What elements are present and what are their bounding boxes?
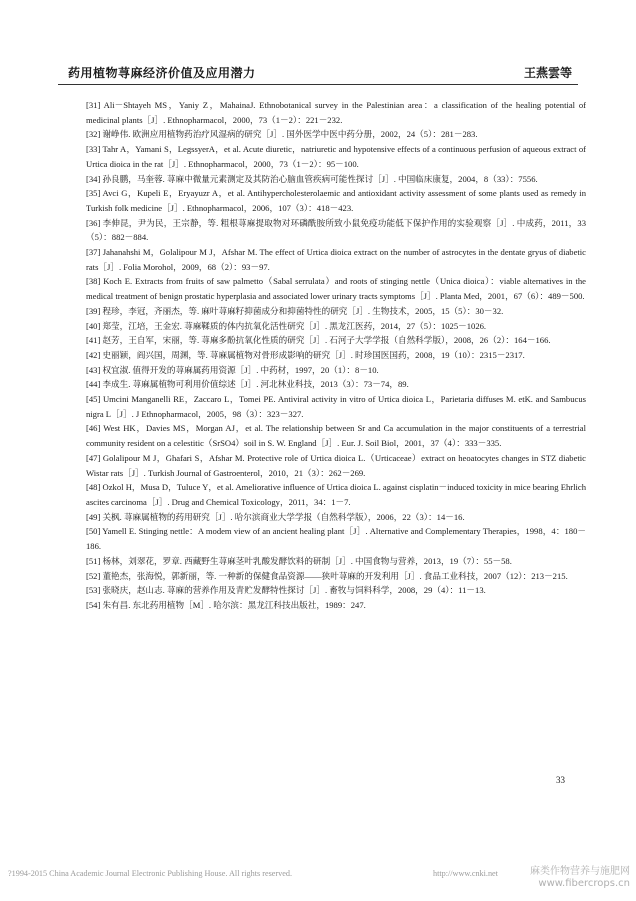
reference-item: [47] Golalipour M J，Ghafari S，Afshar M. Protective role of Urtica dioica L.（Urticaceae）extract on heoatocytes changes in STZ diabetic Wistar rats［J］. Turkish Journal of Gastroenterol，2010，21（3）：262－269. — [86, 452, 586, 478]
watermark-title: 麻类作物营养与施肥网 — [530, 866, 630, 877]
reference-item: [34] 孙良鹏，马奎蓉. 荨麻中微量元素测定及其防治心脑血管疾病可能性探讨［J］. 中国临床康复，2004，8（33）：7556. — [86, 173, 538, 184]
reference-item: [39] 程珍，李冠，齐丽杰，等. 麻叶荨麻籽抑菌成分和抑菌特性的研究［J］. 生物技术，2005，15（5）：30－32. — [86, 305, 504, 316]
footer-link[interactable]: http://www.cnki.net — [433, 869, 498, 878]
watermark-url: www.fibercrops.cn — [538, 878, 630, 889]
reference-item: [48] Ozkol H，Musa D，Tuluce Y，et al. Ameliorative influence of Urtica dioica L. against cisplatin－induced toxicity in mice bearing Ehrlich ascites carcinoma［J］. Drug and Chemical Toxicology，2011，34：1－7. — [86, 482, 586, 507]
running-header — [58, 62, 578, 85]
reference-item: [42] 史丽颖，阎兴国，周渊，等. 荨麻属植物对骨形成影响的研究［J］. 时珍国医国药，2008，19（10）：2315－2317. — [86, 349, 525, 360]
reference-item: [46] West HK，Davies MS，Morgan AJ，et al. The relationship between Sr and Ca accumulation in the major constituents of a terrestrial community resident on a celestitic（SrSO4）soil in S. W. England［J］. Eur. J. Soil Biol，2001，37（4）：333－335. — [86, 423, 586, 449]
reference-item: [49] 关枫. 荨麻属植物的药用研究［J］. 哈尔滨商业大学学报（自然科学版），2006，22（3）：14－16. — [86, 511, 465, 522]
reference-item: [37] Jahanahshi M，Golalipour M J，Afshar M. The effect of Urtica dioica extract on the number of astrocytes in the dentate gryus of diabetic rats［J］. Folia Morohol，2009，68（2）：93－97. — [86, 247, 586, 272]
reference-item: [38] Koch E. Extracts from fruits of saw palmetto（Sabal serrulata）and roots of stinging nettle（Unica dioica）：viable alternatives in the medical treatment of benign prostatic hyperplasia and associated lower urinary tracts symptoms［J］. Planta Med，2001，67（6）：489－500. — [86, 276, 586, 302]
reference-item: [33] Tahr A，Yamani S，LegssyerA，et al. Acute diuretic，natriuretic and hypotensive effects of a continuous perfusion of aqueous extract of Urtica dioica in the rat［J］. Ethnopharmacol，2000，73（1－2）：95－100. — [86, 144, 586, 169]
reference-item: [52] 董艳杰，张海悦，郭新丽，等. 一种新的保健食品资源——狭叶荨麻的开发利用［J］. 食品工业科技，2007（12）：213－215. — [86, 570, 568, 581]
reference-item: [54] 朱有昌. 东北药用植物［M］. 哈尔滨：黑龙江科技出版社，1989：247. — [86, 599, 366, 610]
reference-item: [41] 赵芳，王自军，宋丽，等. 荨麻多酚抗氧化性质的研究［J］. 石河子大学学报（自然科学版），2008，26（2）：164－166. — [86, 335, 551, 346]
reference-list — [86, 98, 586, 613]
reference-item: [35] Avci G，Kupeli E，Eryayuzr A，et al. Antihypercholesterolaemic and antioxidant activity assessment of some plants used as remedy in Turkish folk medicine［J］. Ethnopharmacol，2006，107（3）：418－423. — [86, 188, 586, 213]
reference-item: [45] Umcini Manganelli RE，Zaccaro L，Tomei PE. Antiviral activity in vitro of Urtica dioica L，Parietaria diffuses M. etK. and Sambucus nigra L［J］. J Ethnopharmacol，2005，98（3）：323－327. — [86, 394, 586, 419]
reference-item: [43] 权宜淑. 值得开发的荨麻属药用资源［J］. 中药材，1997，20（1）：8－10. — [86, 364, 379, 375]
copyright-notice: ?1994-2015 China Academic Journal Electronic Publishing House. All rights reserved. — [8, 869, 293, 878]
reference-item: [44] 李成生. 荨麻属植物可利用价值综述［J］. 河北林业科技，2013（3）：73－74，89. — [86, 379, 409, 390]
reference-item: [50] Yamell E. Stinging nettle：A modem view of an ancient healing plant［J］. Alternative and Complementary Therapies，1998，4：180－186. — [86, 526, 586, 552]
watermark — [530, 862, 630, 889]
reference-item: [53] 张晓庆，赵山志. 荨麻的营养作用及青贮发酵特性探讨［J］. 畜牧与饲料科学，2008，29（4）：11－13. — [86, 585, 486, 596]
reference-item: [36] 李伸昆，尹为民，王宗静，等. 粗根荨麻提取物对环磷酰胺所致小鼠免疫功能低下保护作用的实验观察［J］. 中成药，2011，33（5）：882－884. — [86, 217, 586, 243]
reference-item: [31] Ali－Shtayeh MS，Yaniy Z，MahainaJ. Ethnobotanical survey in the Palestinian area：a classification of the healing potential of medicinal plants［J］. Ethnopharmacol，2000，73（1－2）：221－232. — [86, 100, 586, 125]
page-number: 33 — [556, 775, 565, 785]
reference-item: [40] 郑莹，江培，王金宏. 荨麻鞣质的体内抗氧化活性研究［J］. 黑龙江医药，2014，27（5）：1025－1026. — [86, 320, 487, 331]
article-authors: 王燕雲等 — [523, 66, 572, 80]
reference-item: [51] 杨林，刘翠花，罗章. 西藏野生荨麻茎叶乳酸发酵饮料的研制［J］. 中国食物与营养，2013，19（7）：55－58. — [86, 555, 512, 566]
journal-title: 药用植物荨麻经济价值及应用潜力 — [68, 66, 256, 80]
reference-item: [32] 谢峥伟. 欧洲应用植物药治疗风湿病的研究［J］. 国外医学中医中药分册，2002，24（5）：281－283. — [86, 129, 478, 140]
